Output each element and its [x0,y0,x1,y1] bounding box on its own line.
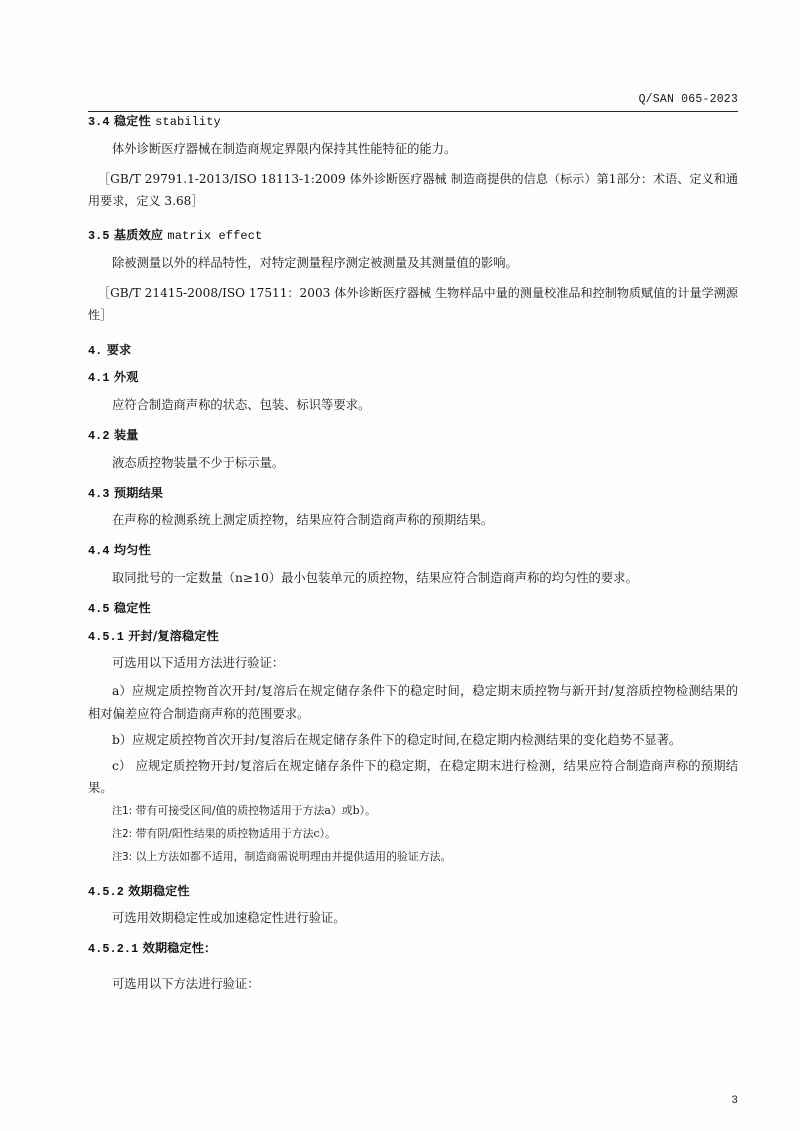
heading-4-2 [88,426,738,446]
heading-4-5-2 [88,882,738,902]
heading-3-4-number: 3.4 [88,115,110,129]
list-item-a: a）应规定质控物首次开封/复溶后在规定储存条件下的稳定时间，稳定期末质控物与新开封/复溶质控物检测结果的相对偏差应符合制造商声称的范围要求。 [88,684,738,721]
heading-4-5-1-number: 4.5.1 [88,629,124,644]
heading-4-3-title: 预期结果 [113,485,164,500]
note-2 [88,824,738,845]
paragraph-4-3-1: 在声称的检测系统上测定质控物，结果应符合制造商声称的预期结果。 [112,513,494,528]
heading-3-4-title-en: stability [155,115,221,129]
heading-4-3-number: 4.3 [88,486,110,501]
heading-4-2-number: 4.2 [88,429,110,444]
paragraph-3-4-2: ［GB/T 29791.1-2013/ISO 18113-1:2009 体外诊断医疗器械 制造商提供的信息（标示）第1部分：术语、定义和通用要求，定义 3.68］ [88,171,738,209]
note-2-label: 注2: [112,828,133,840]
list-item-c: c） 应规定质控物开封/复溶后在规定储存条件下的稳定期，在稳定期末进行检测，结果应符合制造商声称的预期结果。 [88,758,738,795]
heading-4-4-title: 均匀性 [113,543,151,558]
note-2-text: 带有阴/阳性结果的质控物适用于方法c）。 [135,826,336,840]
paragraph-3-4-1: 体外诊断医疗器械在制造商规定界限内保持其性能特征的能力。 [112,141,457,156]
heading-4-3 [88,484,738,504]
heading-4-5-2-1-title: 效期稳定性： [142,941,217,956]
paragraph-4-5-1-lead: 可选用以下适用方法进行验证： [112,656,285,671]
page-number: 3 [731,1095,738,1107]
heading-3-4 [88,112,738,132]
page-content-area [88,0,738,1131]
heading-4-5-number: 4.5 [88,602,110,617]
heading-4-4-number: 4.4 [88,544,110,559]
heading-4-5-title: 稳定性 [113,601,151,616]
document-code: Q/SAN 065-2023 [638,93,738,106]
paragraph-3-5-2: ［GB/T 21415-2008/ISO 17511：2003 体外诊断医疗器械 生物样品中量的测量校准品和控制物质赋值的计量学溯源性］ [88,286,738,323]
heading-3-5-title-en: matrix effect [167,229,263,244]
heading-4-5-1 [88,627,738,647]
heading-4-5-2-1 [88,939,738,959]
heading-3-5 [88,226,738,246]
heading-chapter-4-number: 4. [88,343,103,358]
list-item-b: b）应规定质控物首次开封/复溶后在规定储存条件下的稳定时间,在稳定期内检测结果的变化趋势不显著。 [112,732,682,747]
heading-4-1-title: 外观 [113,370,139,385]
heading-4-2-title: 装量 [113,428,139,443]
heading-4-4 [88,541,738,561]
note-1-label: 注1: [112,806,133,818]
heading-4-5-1-title: 开封/复溶稳定性 [128,628,219,643]
paragraph-4-5-2-1-lead: 可选用以下方法进行验证： [112,977,260,991]
note-1 [88,801,738,822]
heading-4-5-2-title: 效期稳定性 [128,883,190,898]
heading-4-1-number: 4.1 [88,371,110,386]
heading-chapter-4-title: 要求 [106,342,132,357]
heading-chapter-4 [88,341,738,361]
note-3-label: 注3: [112,851,133,863]
paragraph-4-1-1: 应符合制造商声称的状态、包装、标识等要求。 [112,398,371,413]
document-body [88,112,738,997]
heading-4-5-2-1-number: 4.5.2.1 [88,942,139,957]
heading-4-5-2-number: 4.5.2 [88,884,124,899]
paragraph-4-2-1: 液态质控物装量不少于标示量。 [112,455,285,470]
note-3-text: 以上方法如都不适用，制造商需说明理由并提供适用的验证方法。 [135,849,452,863]
paragraph-3-5-1: 除被测量以外的样品特性，对特定测量程序测定被测量及其测量值的影响。 [112,256,518,271]
heading-3-4-title-cn: 稳定性 [113,114,151,128]
paragraph-4-4-1: 取同批号的一定数量（n≥10）最小包装单元的质控物，结果应符合制造商声称的均匀性的要求。 [112,571,638,586]
heading-4-5 [88,599,738,619]
note-1-text: 带有可接受区间/值的质控物适用于方法a）或b）。 [135,804,376,818]
heading-3-5-number: 3.5 [88,229,110,244]
heading-3-5-title-cn: 基质效应 [113,228,164,243]
heading-4-1 [88,368,738,388]
note-3 [88,847,738,868]
paragraph-4-5-2-lead: 可选用效期稳定性或加速稳定性进行验证。 [112,911,346,926]
